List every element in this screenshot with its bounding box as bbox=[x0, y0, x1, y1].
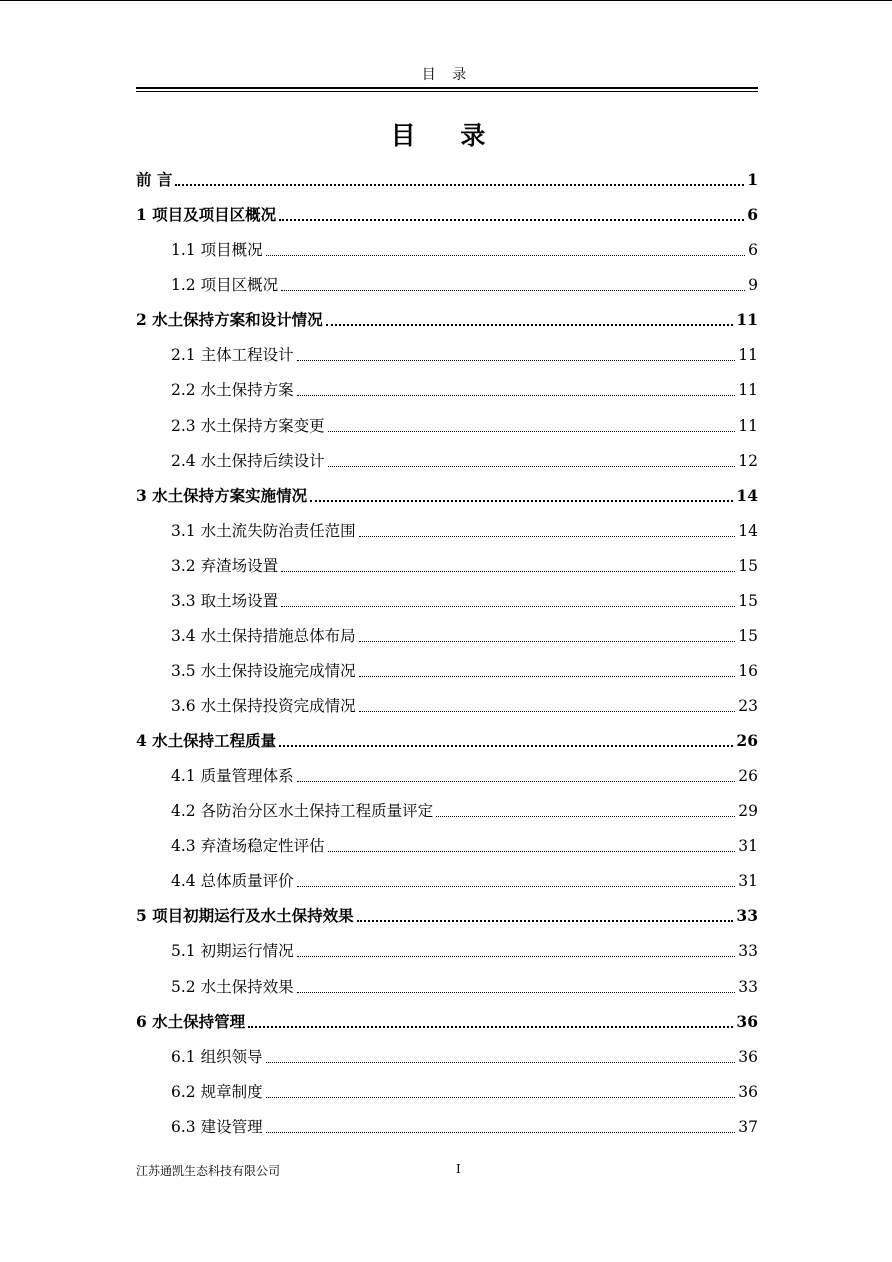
toc-section-entry[interactable] bbox=[136, 437, 758, 472]
toc-dot-leader bbox=[297, 395, 736, 396]
toc-dot-leader bbox=[359, 536, 736, 537]
toc-entry-label: 4.4 总体质量评价 bbox=[171, 872, 294, 891]
toc-dot-leader bbox=[297, 781, 736, 782]
toc-section-entry[interactable] bbox=[136, 507, 758, 542]
toc-entry-page: 12 bbox=[738, 451, 758, 470]
toc-entry-label: 2.3 水土保持方案变更 bbox=[171, 416, 325, 435]
toc-entry-page: 33 bbox=[738, 942, 758, 961]
toc-entry-label: 2 水土保持方案和设计情况 bbox=[136, 310, 323, 330]
toc-chapter-entry[interactable] bbox=[136, 472, 758, 507]
toc-entry-label: 4.1 质量管理体系 bbox=[171, 767, 294, 786]
toc-section-entry[interactable] bbox=[136, 822, 758, 857]
toc-entry-label: 5 项目初期运行及水土保持效果 bbox=[136, 906, 354, 926]
toc-dot-leader bbox=[357, 920, 734, 922]
toc-section-entry[interactable] bbox=[136, 577, 758, 612]
toc-section-entry[interactable] bbox=[136, 787, 758, 822]
toc-dot-leader bbox=[359, 711, 736, 712]
toc-entry-page: 36 bbox=[738, 1082, 758, 1101]
toc-entry-page: 14 bbox=[738, 521, 758, 540]
toc-entry-page: 1 bbox=[747, 170, 758, 190]
toc-dot-leader bbox=[436, 816, 735, 817]
toc-dot-leader bbox=[359, 676, 736, 677]
toc-entry-page: 33 bbox=[738, 977, 758, 996]
toc-entry-page: 26 bbox=[736, 731, 758, 751]
toc-entry-label: 前 言 bbox=[136, 170, 173, 190]
toc-section-entry[interactable] bbox=[136, 927, 758, 962]
toc-entry-label: 5.1 初期运行情况 bbox=[171, 942, 294, 961]
toc-entry-page: 11 bbox=[738, 381, 758, 400]
toc-entry-label: 4.3 弃渣场稳定性评估 bbox=[171, 837, 325, 856]
toc-section-entry[interactable] bbox=[136, 366, 758, 401]
toc-dot-leader bbox=[281, 290, 745, 291]
toc-entry-page: 11 bbox=[738, 346, 758, 365]
toc-entry-page: 31 bbox=[738, 872, 758, 891]
page-title: 目 录 bbox=[390, 121, 504, 150]
toc-entry-label: 3.2 弃渣场设置 bbox=[171, 556, 279, 575]
toc-dot-leader bbox=[266, 1062, 736, 1063]
toc-chapter-entry[interactable] bbox=[136, 296, 758, 331]
toc-entry-label: 3.6 水土保持投资完成情况 bbox=[171, 697, 356, 715]
toc-dot-leader bbox=[328, 466, 736, 467]
toc-entry-label: 3 水土保持方案实施情况 bbox=[136, 485, 308, 505]
toc-section-entry[interactable] bbox=[136, 401, 758, 436]
toc-dot-leader bbox=[297, 886, 736, 887]
toc-dot-leader bbox=[281, 571, 735, 572]
toc-dot-leader bbox=[281, 606, 735, 607]
toc-entry-page: 15 bbox=[738, 591, 758, 610]
table-of-contents bbox=[136, 156, 758, 1138]
footer-company: 江苏通凯生态科技有限公司 bbox=[136, 1164, 281, 1178]
toc-entry-label: 3.3 取土场设置 bbox=[171, 591, 279, 610]
toc-entry-page: 36 bbox=[736, 1011, 758, 1031]
toc-section-entry[interactable] bbox=[136, 542, 758, 577]
toc-dot-leader bbox=[266, 1132, 736, 1133]
toc-dot-leader bbox=[297, 956, 736, 957]
toc-entry-label: 3.1 水土流失防治责任范围 bbox=[171, 521, 356, 540]
toc-entry-page: 15 bbox=[738, 626, 758, 645]
toc-dot-leader bbox=[359, 641, 736, 642]
toc-entry-page: 37 bbox=[738, 1117, 758, 1136]
toc-entry-label: 3.5 水土保持设施完成情况 bbox=[171, 661, 356, 680]
toc-dot-leader bbox=[279, 219, 744, 221]
toc-section-entry[interactable] bbox=[136, 261, 758, 296]
toc-entry-label: 5.2 水土保持效果 bbox=[171, 977, 294, 996]
toc-entry-page: 11 bbox=[738, 416, 758, 435]
toc-entry-label: 2.1 主体工程设计 bbox=[171, 346, 294, 365]
toc-entry-label: 3.4 水土保持措施总体布局 bbox=[171, 626, 356, 645]
toc-entry-page: 16 bbox=[738, 661, 758, 680]
toc-entry-label: 6.2 规章制度 bbox=[171, 1082, 263, 1101]
toc-dot-leader bbox=[297, 360, 736, 361]
toc-dot-leader bbox=[297, 992, 736, 993]
toc-entry-label: 2.4 水土保持后续设计 bbox=[171, 451, 325, 470]
toc-entry-label: 4 水土保持工程质量 bbox=[136, 731, 277, 751]
toc-entry-label: 1 项目及项目区概况 bbox=[136, 205, 277, 225]
toc-dot-leader bbox=[266, 255, 746, 256]
header-rule-thin bbox=[136, 91, 758, 92]
toc-chapter-entry[interactable] bbox=[136, 892, 758, 927]
toc-entry-page: 33 bbox=[736, 906, 758, 926]
toc-entry-page: 36 bbox=[738, 1047, 758, 1066]
toc-section-entry[interactable] bbox=[136, 1103, 758, 1138]
toc-section-entry[interactable] bbox=[136, 962, 758, 997]
toc-dot-leader bbox=[328, 431, 736, 432]
toc-entry-page: 14 bbox=[736, 485, 758, 505]
toc-entry-label: 4.2 各防治分区水土保持工程质量评定 bbox=[171, 802, 434, 821]
toc-dot-leader bbox=[279, 745, 733, 747]
toc-section-entry[interactable] bbox=[136, 647, 758, 682]
toc-entry-page: 29 bbox=[738, 802, 758, 821]
running-header: 目 录 bbox=[421, 67, 473, 83]
toc-dot-leader bbox=[310, 500, 733, 502]
toc-entry-page: 15 bbox=[738, 556, 758, 575]
toc-chapter-entry[interactable] bbox=[136, 191, 758, 226]
toc-dot-leader bbox=[175, 184, 744, 186]
toc-entry-page: 31 bbox=[738, 837, 758, 856]
toc-entry-page: 23 bbox=[738, 697, 758, 715]
toc-dot-leader bbox=[326, 324, 734, 326]
toc-dot-leader bbox=[266, 1097, 736, 1098]
toc-entry-page: 9 bbox=[748, 276, 758, 295]
toc-entry-label: 1.2 项目区概况 bbox=[171, 276, 279, 295]
toc-entry-page: 6 bbox=[748, 241, 758, 260]
toc-entry-label: 2.2 水土保持方案 bbox=[171, 381, 294, 400]
header-rule-thick bbox=[136, 87, 758, 89]
toc-section-entry[interactable] bbox=[136, 226, 758, 261]
toc-entry-page: 6 bbox=[747, 205, 758, 225]
toc-entry-page: 26 bbox=[738, 767, 758, 786]
toc-section-entry[interactable] bbox=[136, 857, 758, 892]
toc-section-entry[interactable] bbox=[136, 331, 758, 366]
toc-chapter-entry[interactable] bbox=[136, 717, 758, 752]
toc-section-entry[interactable] bbox=[136, 1068, 758, 1103]
top-border-line bbox=[0, 0, 892, 1]
toc-chapter-entry[interactable] bbox=[136, 998, 758, 1033]
toc-entry-label: 6 水土保持管理 bbox=[136, 1011, 246, 1031]
toc-section-entry[interactable] bbox=[136, 1033, 758, 1068]
toc-section-entry[interactable] bbox=[136, 682, 758, 717]
toc-entry-label: 6.1 组织领导 bbox=[171, 1047, 263, 1066]
toc-dot-leader bbox=[248, 1026, 733, 1028]
toc-section-entry[interactable] bbox=[136, 752, 758, 787]
toc-entry-label: 6.3 建设管理 bbox=[171, 1117, 263, 1136]
footer-page-number: I bbox=[456, 1162, 461, 1176]
toc-entry-page: 11 bbox=[736, 310, 758, 330]
toc-section-entry[interactable] bbox=[136, 612, 758, 647]
toc-entry-label: 1.1 项目概况 bbox=[171, 241, 263, 260]
toc-chapter-entry[interactable] bbox=[136, 156, 758, 191]
toc-dot-leader bbox=[328, 851, 736, 852]
